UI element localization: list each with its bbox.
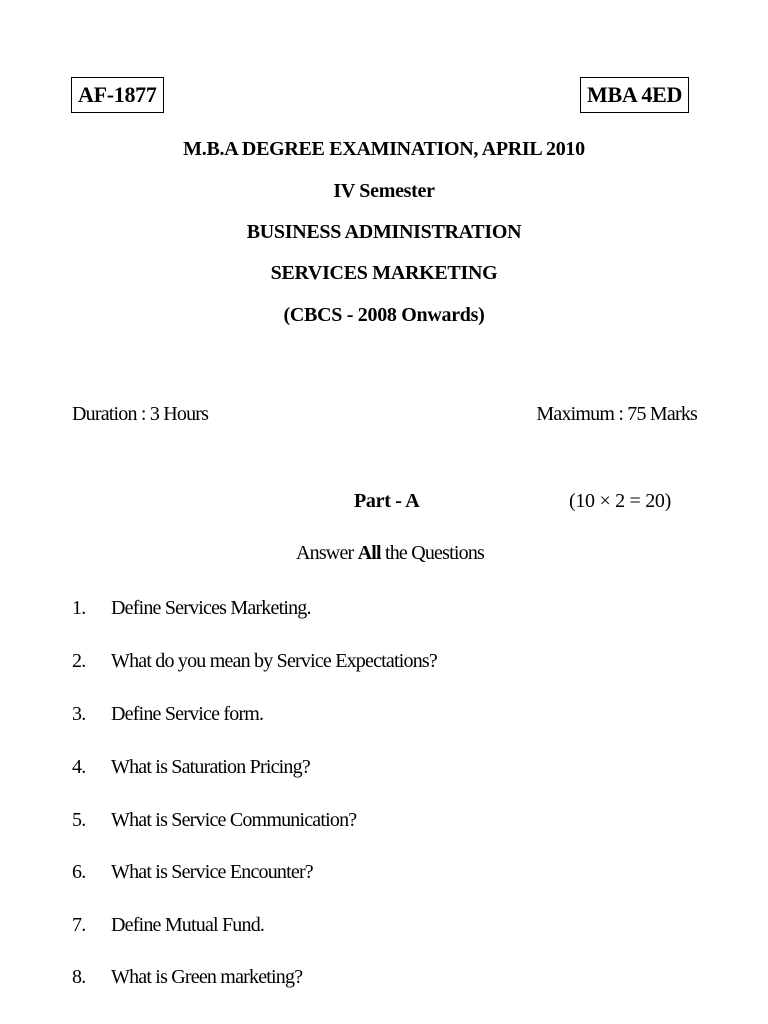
duration-label: Duration : 3 Hours xyxy=(72,403,209,425)
question-text: Define Mutual Fund. xyxy=(111,914,265,936)
question-number: 1. xyxy=(72,597,86,619)
question-number: 4. xyxy=(72,756,86,778)
part-a-title: Part - A xyxy=(354,490,420,512)
exam-title: M.B.A DEGREE EXAMINATION, APRIL 2010 xyxy=(183,138,585,160)
instruction-suffix: the Questions xyxy=(380,542,484,564)
question-text: What is Service Encounter? xyxy=(111,861,313,883)
part-a-marks: (10 × 2 = 20) xyxy=(569,490,671,512)
paper-title: SERVICES MARKETING xyxy=(270,262,498,284)
instruction-emphasis: All xyxy=(357,542,381,564)
subject-title: BUSINESS ADMINISTRATION xyxy=(246,221,522,243)
question-number: 7. xyxy=(72,914,86,936)
question-number: 5. xyxy=(72,809,86,831)
question-text: What is Green marketing? xyxy=(111,966,303,988)
part-a-instruction xyxy=(0,542,768,565)
max-marks-label: Maximum : 75 Marks xyxy=(536,403,697,425)
instruction-prefix: Answer xyxy=(295,542,358,564)
question-number: 2. xyxy=(72,650,86,672)
question-text: What is Saturation Pricing? xyxy=(111,756,310,778)
question-number: 6. xyxy=(72,861,86,883)
question-number: 3. xyxy=(72,703,86,725)
question-text: What do you mean by Service Expectations? xyxy=(111,650,437,672)
question-text: Define Services Marketing. xyxy=(111,597,311,619)
question-text: Define Service form. xyxy=(111,703,264,725)
scheme-label: (CBCS - 2008 Onwards) xyxy=(283,304,485,326)
semester-label: IV Semester xyxy=(333,180,435,202)
question-text: What is Service Communication? xyxy=(111,809,357,831)
course-code-box: MBA 4ED xyxy=(580,77,689,113)
question-number: 8. xyxy=(72,966,86,988)
paper-code-box: AF-1877 xyxy=(71,77,164,113)
